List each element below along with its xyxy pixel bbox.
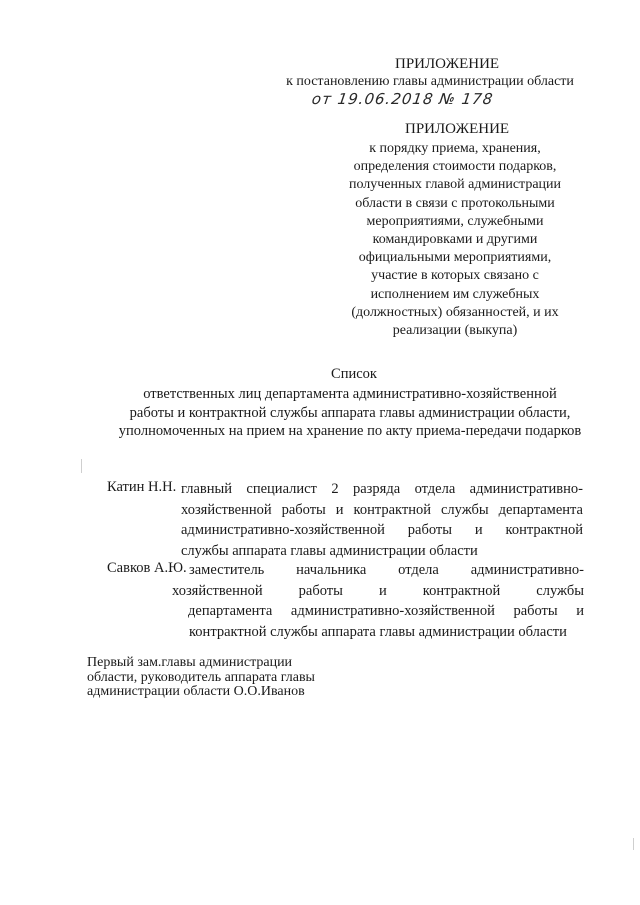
entry-line: главный специалист 2 разряда отдела административно-	[181, 481, 583, 497]
order-appendix-title: ПРИЛОЖЕНИЕ	[405, 121, 510, 137]
list-subtitle-line: работы и контрактной службы аппарата главы администрации области,	[129, 404, 571, 421]
order-line: исполнением им служебных	[370, 286, 540, 302]
order-line: мероприятиями, служебными	[366, 213, 544, 229]
order-line: к порядку приема, хранения,	[369, 141, 541, 156]
handwritten-date-number: от 19.06.2018 № 178	[310, 90, 495, 108]
order-line: (должностных) обязанностей, и их	[351, 304, 559, 320]
appendix-subtitle: к постановлению главы администрации области	[286, 74, 574, 89]
list-subtitle	[90, 385, 610, 441]
signature-line: администрации области О.О.Иванов	[87, 684, 305, 699]
scan-mark	[633, 838, 634, 850]
entry-line: хозяйственной работы и контрактной службы	[172, 582, 584, 599]
entry-description	[181, 479, 583, 561]
entry-line: службы аппарата главы администрации области	[181, 542, 478, 559]
entry-name: Савков А.Ю.	[107, 560, 187, 576]
order-line: официальными мероприятиями,	[358, 250, 552, 266]
list-title: Список	[331, 366, 377, 382]
entry-line: департамента административно-хозяйственной работы и	[188, 603, 584, 619]
scan-mark	[81, 459, 82, 473]
list-subtitle-line: ответственных лиц департамента административно-хозяйственной	[143, 386, 557, 402]
order-line: участие в которых связано с	[371, 268, 539, 284]
order-line: полученных главой администрации	[348, 177, 562, 193]
appendix-title: ПРИЛОЖЕНИЕ	[395, 56, 500, 72]
entry-line: административно-хозяйственной работы и контрактной	[181, 522, 583, 538]
entry-line: контрактной службы аппарата главы администрации области	[189, 623, 567, 640]
order-appendix-text	[330, 140, 580, 340]
order-line: реализации (выкупа)	[392, 323, 518, 339]
entry-line: хозяйственной работы и контрактной службы департамента	[181, 501, 583, 518]
list-subtitle-line: уполномоченных на прием на хранение по акту приема-передачи подарков	[118, 423, 582, 440]
order-line: командировками и другими	[372, 232, 538, 248]
signature-block	[87, 656, 315, 700]
entry-line: заместитель начальника отдела административно-	[189, 562, 584, 578]
signature-line: области, руководитель аппарата главы	[87, 669, 315, 685]
entry-name: Катин Н.Н.	[107, 479, 177, 495]
signature-line: Первый зам.главы администрации	[87, 655, 293, 670]
order-line: области в связи с протокольными	[355, 195, 555, 211]
order-line: определения стоимости подарков,	[353, 159, 557, 175]
entry-description	[172, 560, 584, 642]
